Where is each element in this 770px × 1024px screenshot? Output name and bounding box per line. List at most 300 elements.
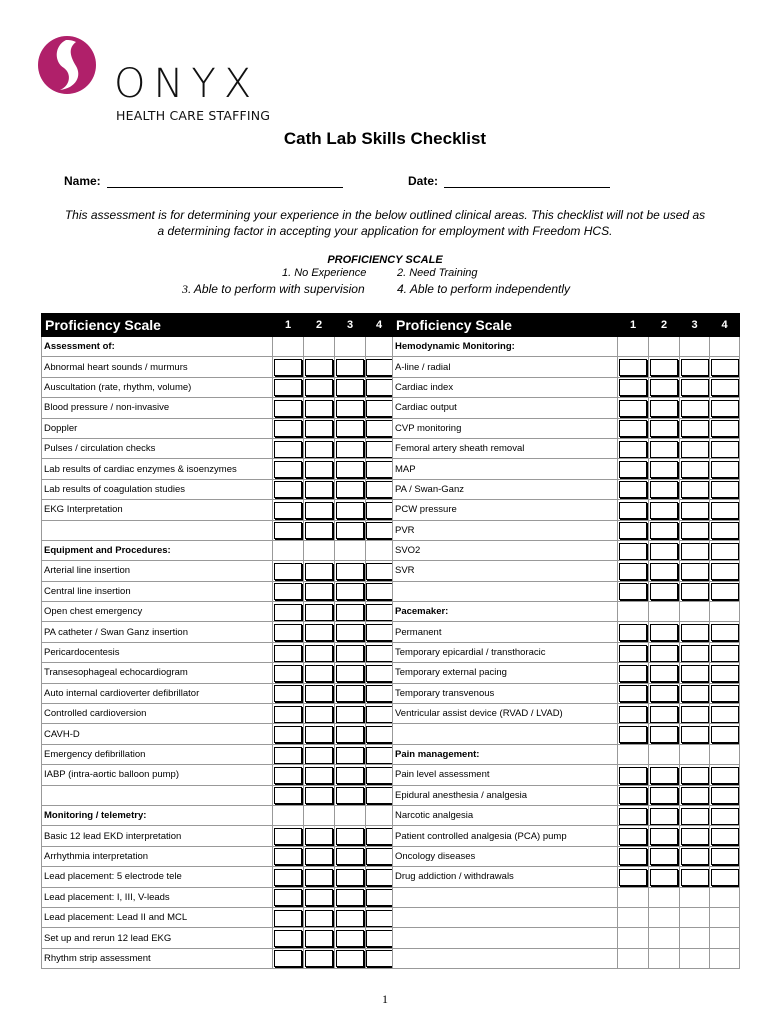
left-rating-cell[interactable] (273, 907, 304, 927)
rating-checkbox[interactable] (274, 787, 302, 804)
right-rating-cell[interactable] (649, 561, 680, 581)
rating-checkbox[interactable] (681, 645, 709, 662)
rating-checkbox[interactable] (681, 869, 709, 886)
rating-checkbox[interactable] (711, 767, 739, 784)
rating-checkbox[interactable] (366, 645, 393, 662)
right-rating-cell[interactable] (618, 785, 649, 805)
rating-checkbox[interactable] (681, 441, 709, 458)
rating-checkbox[interactable] (274, 869, 302, 886)
left-rating-cell[interactable] (273, 887, 304, 907)
right-rating-cell[interactable] (710, 438, 740, 458)
rating-checkbox[interactable] (650, 869, 678, 886)
right-rating-cell[interactable] (680, 622, 710, 642)
right-rating-cell[interactable] (710, 724, 740, 744)
left-rating-cell[interactable] (304, 887, 335, 907)
left-rating-cell[interactable] (335, 744, 366, 764)
left-rating-cell[interactable] (273, 377, 304, 397)
rating-checkbox[interactable] (711, 359, 739, 376)
rating-checkbox[interactable] (619, 848, 647, 865)
right-rating-cell[interactable] (710, 561, 740, 581)
rating-checkbox[interactable] (681, 379, 709, 396)
left-rating-cell[interactable] (366, 683, 393, 703)
left-rating-cell[interactable] (273, 785, 304, 805)
left-rating-cell[interactable] (366, 887, 393, 907)
left-rating-cell[interactable] (304, 377, 335, 397)
rating-checkbox[interactable] (305, 441, 333, 458)
rating-checkbox[interactable] (305, 706, 333, 723)
rating-checkbox[interactable] (274, 910, 302, 927)
left-rating-cell[interactable] (273, 683, 304, 703)
rating-checkbox[interactable] (274, 665, 302, 682)
rating-checkbox[interactable] (336, 950, 364, 967)
left-rating-cell[interactable] (335, 867, 366, 887)
rating-checkbox[interactable] (650, 420, 678, 437)
right-rating-cell[interactable] (710, 520, 740, 540)
rating-checkbox[interactable] (681, 828, 709, 845)
rating-checkbox[interactable] (619, 543, 647, 560)
rating-checkbox[interactable] (274, 441, 302, 458)
left-rating-cell[interactable] (273, 663, 304, 683)
left-rating-cell[interactable] (366, 438, 393, 458)
left-rating-cell[interactable] (273, 398, 304, 418)
left-rating-cell[interactable] (335, 622, 366, 642)
right-rating-cell[interactable] (680, 438, 710, 458)
rating-checkbox[interactable] (366, 869, 393, 886)
rating-checkbox[interactable] (711, 706, 739, 723)
right-rating-cell[interactable] (680, 418, 710, 438)
right-rating-cell[interactable] (618, 520, 649, 540)
rating-checkbox[interactable] (274, 624, 302, 641)
left-rating-cell[interactable] (335, 724, 366, 744)
right-rating-cell[interactable] (710, 479, 740, 499)
rating-checkbox[interactable] (274, 420, 302, 437)
right-rating-cell[interactable] (710, 357, 740, 377)
rating-checkbox[interactable] (305, 685, 333, 702)
rating-checkbox[interactable] (274, 563, 302, 580)
rating-checkbox[interactable] (650, 787, 678, 804)
left-rating-cell[interactable] (335, 581, 366, 601)
right-rating-cell[interactable] (680, 704, 710, 724)
rating-checkbox[interactable] (681, 706, 709, 723)
rating-checkbox[interactable] (711, 848, 739, 865)
right-rating-cell[interactable] (618, 846, 649, 866)
right-rating-cell[interactable] (618, 867, 649, 887)
rating-checkbox[interactable] (305, 604, 333, 621)
rating-checkbox[interactable] (681, 543, 709, 560)
rating-checkbox[interactable] (711, 726, 739, 743)
left-rating-cell[interactable] (273, 744, 304, 764)
name-line[interactable] (107, 175, 343, 188)
rating-checkbox[interactable] (366, 706, 393, 723)
rating-checkbox[interactable] (366, 604, 393, 621)
right-rating-cell[interactable] (680, 479, 710, 499)
right-rating-cell[interactable] (680, 867, 710, 887)
rating-checkbox[interactable] (619, 645, 647, 662)
rating-checkbox[interactable] (274, 747, 302, 764)
rating-checkbox[interactable] (336, 563, 364, 580)
left-rating-cell[interactable] (366, 642, 393, 662)
rating-checkbox[interactable] (650, 767, 678, 784)
left-rating-cell[interactable] (273, 520, 304, 540)
rating-checkbox[interactable] (619, 726, 647, 743)
right-rating-cell[interactable] (649, 663, 680, 683)
rating-checkbox[interactable] (711, 502, 739, 519)
rating-checkbox[interactable] (650, 848, 678, 865)
right-rating-cell[interactable] (618, 540, 649, 560)
right-rating-cell[interactable] (618, 724, 649, 744)
right-rating-cell[interactable] (680, 663, 710, 683)
rating-checkbox[interactable] (681, 767, 709, 784)
rating-checkbox[interactable] (274, 481, 302, 498)
rating-checkbox[interactable] (619, 624, 647, 641)
rating-checkbox[interactable] (366, 889, 393, 906)
left-rating-cell[interactable] (304, 765, 335, 785)
rating-checkbox[interactable] (711, 481, 739, 498)
rating-checkbox[interactable] (681, 400, 709, 417)
rating-checkbox[interactable] (619, 441, 647, 458)
rating-checkbox[interactable] (366, 787, 393, 804)
rating-checkbox[interactable] (681, 787, 709, 804)
rating-checkbox[interactable] (711, 543, 739, 560)
left-rating-cell[interactable] (304, 663, 335, 683)
rating-checkbox[interactable] (336, 583, 364, 600)
right-rating-cell[interactable] (680, 520, 710, 540)
rating-checkbox[interactable] (305, 379, 333, 396)
rating-checkbox[interactable] (366, 930, 393, 947)
date-line[interactable] (444, 175, 610, 188)
right-rating-cell[interactable] (618, 357, 649, 377)
rating-checkbox[interactable] (336, 747, 364, 764)
rating-checkbox[interactable] (305, 726, 333, 743)
rating-checkbox[interactable] (336, 930, 364, 947)
rating-checkbox[interactable] (619, 481, 647, 498)
rating-checkbox[interactable] (366, 747, 393, 764)
right-rating-cell[interactable] (710, 846, 740, 866)
right-rating-cell[interactable] (618, 377, 649, 397)
left-rating-cell[interactable] (335, 846, 366, 866)
left-rating-cell[interactable] (335, 520, 366, 540)
rating-checkbox[interactable] (305, 930, 333, 947)
rating-checkbox[interactable] (366, 583, 393, 600)
rating-checkbox[interactable] (619, 808, 647, 825)
left-rating-cell[interactable] (366, 520, 393, 540)
left-rating-cell[interactable] (366, 357, 393, 377)
left-rating-cell[interactable] (273, 826, 304, 846)
left-rating-cell[interactable] (273, 622, 304, 642)
left-rating-cell[interactable] (273, 418, 304, 438)
rating-checkbox[interactable] (305, 583, 333, 600)
rating-checkbox[interactable] (711, 869, 739, 886)
right-rating-cell[interactable] (710, 418, 740, 438)
rating-checkbox[interactable] (619, 706, 647, 723)
rating-checkbox[interactable] (619, 665, 647, 682)
left-rating-cell[interactable] (273, 724, 304, 744)
left-rating-cell[interactable] (335, 398, 366, 418)
rating-checkbox[interactable] (681, 808, 709, 825)
left-rating-cell[interactable] (273, 867, 304, 887)
right-rating-cell[interactable] (649, 500, 680, 520)
rating-checkbox[interactable] (681, 726, 709, 743)
rating-checkbox[interactable] (650, 359, 678, 376)
rating-checkbox[interactable] (336, 502, 364, 519)
right-rating-cell[interactable] (618, 500, 649, 520)
rating-checkbox[interactable] (366, 828, 393, 845)
left-rating-cell[interactable] (304, 459, 335, 479)
left-rating-cell[interactable] (366, 704, 393, 724)
rating-checkbox[interactable] (366, 420, 393, 437)
rating-checkbox[interactable] (366, 502, 393, 519)
rating-checkbox[interactable] (336, 481, 364, 498)
right-rating-cell[interactable] (649, 357, 680, 377)
left-rating-cell[interactable] (335, 479, 366, 499)
right-rating-cell[interactable] (680, 683, 710, 703)
left-rating-cell[interactable] (273, 704, 304, 724)
right-rating-cell[interactable] (618, 663, 649, 683)
rating-checkbox[interactable] (305, 563, 333, 580)
right-rating-cell[interactable] (618, 438, 649, 458)
left-rating-cell[interactable] (366, 398, 393, 418)
right-rating-cell[interactable] (710, 765, 740, 785)
rating-checkbox[interactable] (305, 848, 333, 865)
left-rating-cell[interactable] (273, 459, 304, 479)
left-rating-cell[interactable] (273, 602, 304, 622)
right-rating-cell[interactable] (710, 683, 740, 703)
rating-checkbox[interactable] (366, 461, 393, 478)
rating-checkbox[interactable] (366, 624, 393, 641)
rating-checkbox[interactable] (681, 848, 709, 865)
right-rating-cell[interactable] (649, 867, 680, 887)
left-rating-cell[interactable] (304, 744, 335, 764)
left-rating-cell[interactable] (304, 785, 335, 805)
rating-checkbox[interactable] (711, 665, 739, 682)
left-rating-cell[interactable] (273, 479, 304, 499)
left-rating-cell[interactable] (304, 928, 335, 948)
date-field[interactable] (408, 174, 610, 188)
rating-checkbox[interactable] (366, 522, 393, 539)
rating-checkbox[interactable] (650, 481, 678, 498)
right-rating-cell[interactable] (649, 785, 680, 805)
left-rating-cell[interactable] (304, 683, 335, 703)
rating-checkbox[interactable] (619, 359, 647, 376)
left-rating-cell[interactable] (366, 459, 393, 479)
right-rating-cell[interactable] (680, 846, 710, 866)
rating-checkbox[interactable] (619, 461, 647, 478)
rating-checkbox[interactable] (274, 889, 302, 906)
rating-checkbox[interactable] (366, 910, 393, 927)
left-rating-cell[interactable] (335, 438, 366, 458)
right-rating-cell[interactable] (710, 540, 740, 560)
rating-checkbox[interactable] (305, 767, 333, 784)
rating-checkbox[interactable] (274, 848, 302, 865)
rating-checkbox[interactable] (305, 869, 333, 886)
right-rating-cell[interactable] (649, 683, 680, 703)
rating-checkbox[interactable] (274, 461, 302, 478)
right-rating-cell[interactable] (680, 398, 710, 418)
rating-checkbox[interactable] (274, 400, 302, 417)
rating-checkbox[interactable] (650, 726, 678, 743)
rating-checkbox[interactable] (305, 950, 333, 967)
rating-checkbox[interactable] (619, 787, 647, 804)
right-rating-cell[interactable] (649, 642, 680, 662)
left-rating-cell[interactable] (335, 561, 366, 581)
right-rating-cell[interactable] (649, 805, 680, 825)
rating-checkbox[interactable] (305, 910, 333, 927)
rating-checkbox[interactable] (650, 645, 678, 662)
rating-checkbox[interactable] (305, 828, 333, 845)
left-rating-cell[interactable] (366, 907, 393, 927)
left-rating-cell[interactable] (273, 928, 304, 948)
right-rating-cell[interactable] (649, 826, 680, 846)
left-rating-cell[interactable] (304, 438, 335, 458)
rating-checkbox[interactable] (681, 522, 709, 539)
left-rating-cell[interactable] (366, 826, 393, 846)
rating-checkbox[interactable] (336, 767, 364, 784)
rating-checkbox[interactable] (274, 522, 302, 539)
rating-checkbox[interactable] (650, 461, 678, 478)
right-rating-cell[interactable] (618, 826, 649, 846)
rating-checkbox[interactable] (336, 522, 364, 539)
left-rating-cell[interactable] (366, 744, 393, 764)
left-rating-cell[interactable] (273, 765, 304, 785)
rating-checkbox[interactable] (305, 645, 333, 662)
right-rating-cell[interactable] (680, 805, 710, 825)
right-rating-cell[interactable] (649, 479, 680, 499)
right-rating-cell[interactable] (618, 418, 649, 438)
rating-checkbox[interactable] (681, 563, 709, 580)
left-rating-cell[interactable] (304, 826, 335, 846)
left-rating-cell[interactable] (366, 948, 393, 968)
left-rating-cell[interactable] (366, 663, 393, 683)
rating-checkbox[interactable] (650, 502, 678, 519)
rating-checkbox[interactable] (336, 441, 364, 458)
rating-checkbox[interactable] (305, 400, 333, 417)
right-rating-cell[interactable] (710, 663, 740, 683)
name-field[interactable] (64, 174, 343, 188)
left-rating-cell[interactable] (304, 602, 335, 622)
rating-checkbox[interactable] (336, 706, 364, 723)
rating-checkbox[interactable] (619, 583, 647, 600)
right-rating-cell[interactable] (710, 622, 740, 642)
right-rating-cell[interactable] (710, 398, 740, 418)
rating-checkbox[interactable] (336, 461, 364, 478)
left-rating-cell[interactable] (335, 663, 366, 683)
left-rating-cell[interactable] (304, 907, 335, 927)
right-rating-cell[interactable] (680, 357, 710, 377)
rating-checkbox[interactable] (305, 481, 333, 498)
rating-checkbox[interactable] (619, 502, 647, 519)
rating-checkbox[interactable] (711, 400, 739, 417)
rating-checkbox[interactable] (336, 645, 364, 662)
right-rating-cell[interactable] (618, 704, 649, 724)
left-rating-cell[interactable] (273, 581, 304, 601)
right-rating-cell[interactable] (618, 398, 649, 418)
right-rating-cell[interactable] (710, 826, 740, 846)
right-rating-cell[interactable] (680, 826, 710, 846)
left-rating-cell[interactable] (304, 357, 335, 377)
left-rating-cell[interactable] (366, 928, 393, 948)
right-rating-cell[interactable] (618, 765, 649, 785)
rating-checkbox[interactable] (336, 359, 364, 376)
rating-checkbox[interactable] (619, 400, 647, 417)
rating-checkbox[interactable] (711, 441, 739, 458)
rating-checkbox[interactable] (681, 665, 709, 682)
rating-checkbox[interactable] (366, 400, 393, 417)
right-rating-cell[interactable] (649, 622, 680, 642)
left-rating-cell[interactable] (304, 948, 335, 968)
rating-checkbox[interactable] (650, 828, 678, 845)
right-rating-cell[interactable] (710, 377, 740, 397)
right-rating-cell[interactable] (710, 500, 740, 520)
left-rating-cell[interactable] (273, 500, 304, 520)
rating-checkbox[interactable] (711, 787, 739, 804)
rating-checkbox[interactable] (619, 379, 647, 396)
rating-checkbox[interactable] (336, 685, 364, 702)
left-rating-cell[interactable] (304, 867, 335, 887)
rating-checkbox[interactable] (305, 665, 333, 682)
right-rating-cell[interactable] (649, 438, 680, 458)
left-rating-cell[interactable] (304, 418, 335, 438)
left-rating-cell[interactable] (366, 377, 393, 397)
rating-checkbox[interactable] (274, 359, 302, 376)
right-rating-cell[interactable] (618, 622, 649, 642)
left-rating-cell[interactable] (366, 561, 393, 581)
rating-checkbox[interactable] (336, 726, 364, 743)
left-rating-cell[interactable] (335, 765, 366, 785)
left-rating-cell[interactable] (273, 642, 304, 662)
rating-checkbox[interactable] (336, 869, 364, 886)
rating-checkbox[interactable] (366, 665, 393, 682)
left-rating-cell[interactable] (273, 438, 304, 458)
rating-checkbox[interactable] (305, 747, 333, 764)
rating-checkbox[interactable] (681, 502, 709, 519)
rating-checkbox[interactable] (336, 624, 364, 641)
rating-checkbox[interactable] (681, 420, 709, 437)
right-rating-cell[interactable] (680, 377, 710, 397)
rating-checkbox[interactable] (619, 869, 647, 886)
right-rating-cell[interactable] (649, 581, 680, 601)
rating-checkbox[interactable] (681, 624, 709, 641)
rating-checkbox[interactable] (305, 420, 333, 437)
rating-checkbox[interactable] (305, 624, 333, 641)
right-rating-cell[interactable] (680, 459, 710, 479)
rating-checkbox[interactable] (366, 379, 393, 396)
right-rating-cell[interactable] (710, 459, 740, 479)
left-rating-cell[interactable] (335, 948, 366, 968)
left-rating-cell[interactable] (366, 765, 393, 785)
rating-checkbox[interactable] (650, 706, 678, 723)
left-rating-cell[interactable] (335, 928, 366, 948)
rating-checkbox[interactable] (650, 379, 678, 396)
rating-checkbox[interactable] (711, 645, 739, 662)
rating-checkbox[interactable] (619, 522, 647, 539)
rating-checkbox[interactable] (711, 379, 739, 396)
left-rating-cell[interactable] (335, 500, 366, 520)
rating-checkbox[interactable] (619, 767, 647, 784)
rating-checkbox[interactable] (681, 583, 709, 600)
rating-checkbox[interactable] (711, 828, 739, 845)
left-rating-cell[interactable] (273, 948, 304, 968)
right-rating-cell[interactable] (618, 581, 649, 601)
right-rating-cell[interactable] (618, 683, 649, 703)
right-rating-cell[interactable] (649, 398, 680, 418)
left-rating-cell[interactable] (304, 581, 335, 601)
rating-checkbox[interactable] (650, 400, 678, 417)
rating-checkbox[interactable] (274, 828, 302, 845)
rating-checkbox[interactable] (681, 481, 709, 498)
rating-checkbox[interactable] (274, 583, 302, 600)
rating-checkbox[interactable] (619, 420, 647, 437)
rating-checkbox[interactable] (336, 420, 364, 437)
